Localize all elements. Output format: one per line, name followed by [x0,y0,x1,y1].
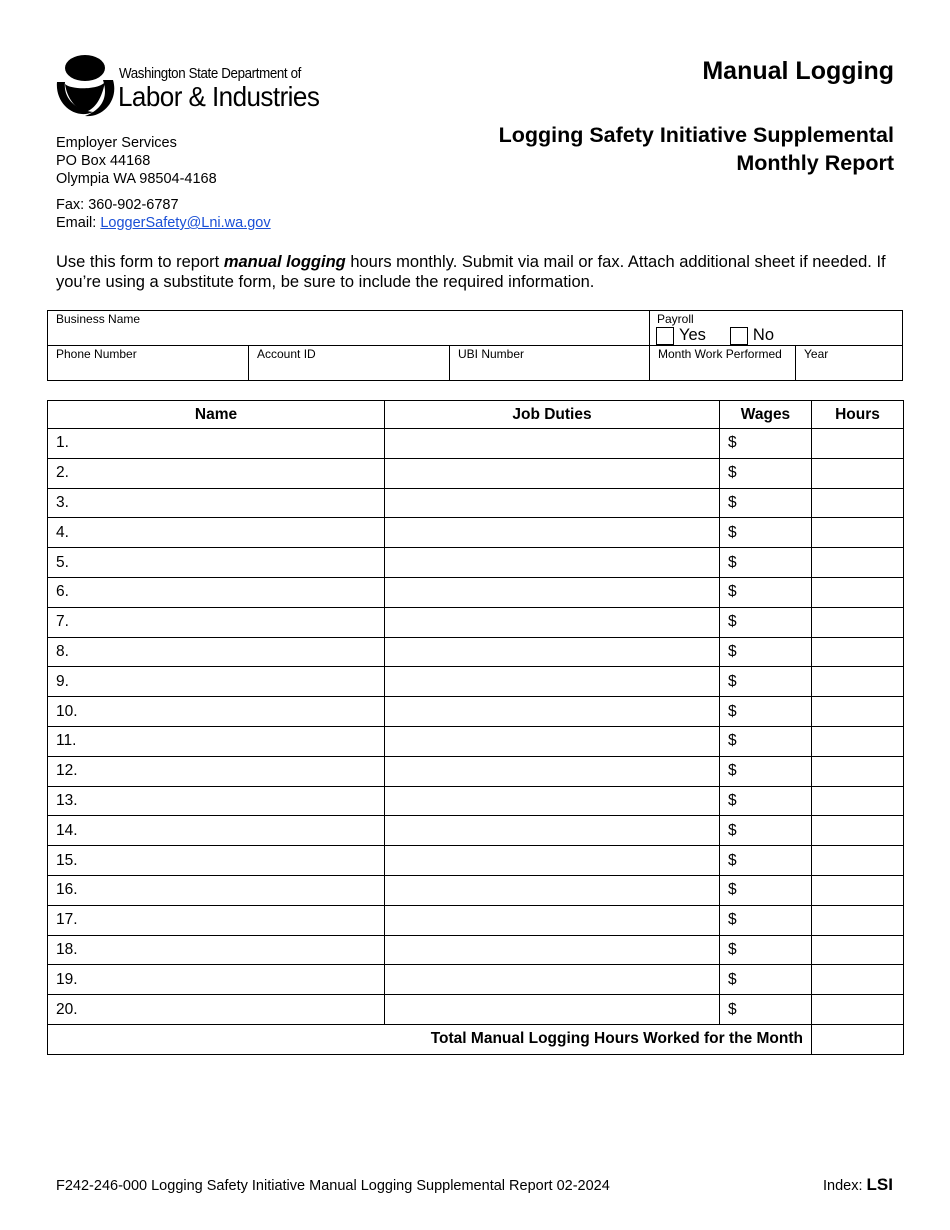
hours-cell[interactable] [812,667,904,697]
contact-info [56,196,271,232]
address-line-1: Employer Services [56,135,177,151]
name-cell[interactable]: 6. [48,577,385,607]
wages-cell[interactable]: $ [720,816,812,846]
wages-cell[interactable]: $ [720,756,812,786]
wages-cell[interactable]: $ [720,726,812,756]
name-cell[interactable]: 2. [48,458,385,488]
table-row [48,786,904,816]
job-duties-cell[interactable] [385,637,720,667]
phone-number-field[interactable] [48,346,248,380]
business-name-label: Business Name [56,312,141,326]
wages-cell[interactable]: $ [720,905,812,935]
hours-cell[interactable] [812,965,904,995]
table-row [48,965,904,995]
hours-cell[interactable] [812,548,904,578]
job-duties-cell[interactable] [385,965,720,995]
index-value: LSI [866,1175,893,1194]
name-cell[interactable]: 15. [48,846,385,876]
job-duties-cell[interactable] [385,577,720,607]
hours-cell[interactable] [812,697,904,727]
name-cell[interactable]: 14. [48,816,385,846]
business-name-field[interactable] [48,311,649,345]
table-row [48,995,904,1025]
job-duties-cell[interactable] [385,667,720,697]
header-hours: Hours [812,401,904,429]
table-row [48,816,904,846]
total-hours-cell[interactable] [812,1024,904,1054]
month-work-performed-label: Month Work Performed [658,347,782,361]
payroll-no-checkbox[interactable] [730,327,748,345]
job-duties-cell[interactable] [385,935,720,965]
address-line-3: Olympia WA 98504-4168 [56,171,217,187]
job-duties-cell[interactable] [385,756,720,786]
hours-cell[interactable] [812,726,904,756]
table-row [48,726,904,756]
job-duties-cell[interactable] [385,726,720,756]
name-cell[interactable]: 11. [48,726,385,756]
name-cell[interactable]: 17. [48,905,385,935]
hours-cell[interactable] [812,995,904,1025]
email-label: Email: [56,215,101,231]
year-field[interactable] [796,346,902,380]
page-subtitle [414,121,894,177]
logging-hours-table [47,400,904,1055]
table-row [48,697,904,727]
hours-cell[interactable] [812,786,904,816]
wages-cell[interactable]: $ [720,667,812,697]
header-wages: Wages [720,401,812,429]
lni-logo-icon [55,54,117,118]
hours-cell[interactable] [812,607,904,637]
wages-cell[interactable]: $ [720,548,812,578]
job-duties-cell[interactable] [385,846,720,876]
name-cell[interactable]: 13. [48,786,385,816]
header-job-duties: Job Duties [385,401,720,429]
payroll-no-option[interactable] [730,326,774,345]
year-label: Year [804,347,829,361]
index-code [823,1175,893,1195]
payroll-no-label: No [752,326,775,344]
job-duties-cell[interactable] [385,995,720,1025]
table-row [48,548,904,578]
payroll-yes-option[interactable] [656,326,706,345]
total-hours-label: Total Manual Logging Hours Worked for the Month [48,1024,812,1054]
hours-cell[interactable] [812,875,904,905]
hours-cell[interactable] [812,846,904,876]
logo-department-text: Washington State Department of [119,66,302,82]
job-duties-cell[interactable] [385,905,720,935]
month-work-performed-field[interactable] [650,346,795,380]
name-cell[interactable]: 20. [48,995,385,1025]
lni-logo [55,54,320,118]
hours-cell[interactable] [812,637,904,667]
name-cell[interactable]: 7. [48,607,385,637]
table-header-row [48,401,904,429]
hours-cell[interactable] [812,935,904,965]
table-row [48,518,904,548]
name-cell[interactable]: 10. [48,697,385,727]
payroll-yes-label: Yes [679,326,706,344]
job-duties-cell[interactable] [385,697,720,727]
wages-cell[interactable]: $ [720,429,812,459]
job-duties-cell[interactable] [385,875,720,905]
wages-cell[interactable]: $ [720,965,812,995]
mailing-address [56,134,217,188]
employer-info-box [47,310,903,381]
table-row [48,756,904,786]
name-cell[interactable]: 4. [48,518,385,548]
table-row [48,905,904,935]
table-row [48,846,904,876]
table-row [48,429,904,459]
table-row [48,637,904,667]
hours-cell[interactable] [812,458,904,488]
job-duties-cell[interactable] [385,488,720,518]
name-cell[interactable]: 3. [48,488,385,518]
wages-cell[interactable]: $ [720,458,812,488]
table-row [48,875,904,905]
job-duties-cell[interactable] [385,429,720,459]
wages-cell[interactable]: $ [720,995,812,1025]
table-row [48,577,904,607]
ubi-number-field[interactable] [450,346,649,380]
index-label: Index: [823,1178,867,1194]
wages-cell[interactable]: $ [720,518,812,548]
name-cell[interactable]: 5. [48,548,385,578]
name-cell[interactable]: 18. [48,935,385,965]
fax-number: Fax: 360-902-6787 [56,197,179,213]
name-cell[interactable]: 12. [48,756,385,786]
logo-agency-name: Labor & Industries [118,81,320,112]
payroll-yes-checkbox[interactable] [656,327,674,345]
wages-cell[interactable]: $ [720,637,812,667]
phone-number-label: Phone Number [56,347,137,361]
table-row [48,488,904,518]
wages-cell[interactable]: $ [720,846,812,876]
hours-cell[interactable] [812,905,904,935]
table-row [48,607,904,637]
wages-cell[interactable]: $ [720,935,812,965]
hours-cell[interactable] [812,429,904,459]
form-identifier: F242-246-000 Logging Safety Initiative Manual Logging Supplemental Report 02-2024 [56,1178,610,1194]
ubi-number-label: UBI Number [458,347,525,361]
email-link[interactable]: LoggerSafety@Lni.wa.gov [100,215,271,231]
name-cell[interactable]: 16. [48,875,385,905]
wages-cell[interactable]: $ [720,786,812,816]
name-cell[interactable]: 19. [48,965,385,995]
address-line-2: PO Box 44168 [56,153,151,169]
hours-cell[interactable] [812,816,904,846]
subtitle-line-1: Logging Safety Initiative Supplemental [498,123,894,147]
account-id-field[interactable] [249,346,449,380]
page-title: Manual Logging [702,57,894,85]
instructions-paragraph [56,252,906,292]
intro-emphasis: manual logging [223,253,346,271]
total-row [48,1024,904,1054]
wages-cell[interactable]: $ [720,607,812,637]
table-row [48,667,904,697]
wages-cell[interactable]: $ [720,697,812,727]
payroll-label: Payroll [657,312,694,326]
account-id-label: Account ID [257,347,316,361]
hours-cell[interactable] [812,518,904,548]
wages-cell[interactable]: $ [720,577,812,607]
name-cell[interactable]: 9. [48,667,385,697]
payroll-options [656,326,798,345]
header-name: Name [48,401,385,429]
job-duties-cell[interactable] [385,548,720,578]
wages-cell[interactable]: $ [720,875,812,905]
wages-cell[interactable]: $ [720,488,812,518]
table-row [48,935,904,965]
hours-cell[interactable] [812,577,904,607]
job-duties-cell[interactable] [385,607,720,637]
intro-text-start: Use this form to report [56,253,224,271]
job-duties-cell[interactable] [385,458,720,488]
subtitle-line-2: Monthly Report [736,151,894,175]
name-cell[interactable]: 8. [48,637,385,667]
hours-cell[interactable] [812,488,904,518]
email-row [56,214,271,232]
job-duties-cell[interactable] [385,786,720,816]
name-cell[interactable]: 1. [48,429,385,459]
table-row [48,458,904,488]
hours-cell[interactable] [812,756,904,786]
intro-text-end: hours monthly. Submit via mail or fax. Attach additional sheet if needed. If you’re using a substitute form, be sure to include the required information. [56,253,886,291]
job-duties-cell[interactable] [385,816,720,846]
job-duties-cell[interactable] [385,518,720,548]
